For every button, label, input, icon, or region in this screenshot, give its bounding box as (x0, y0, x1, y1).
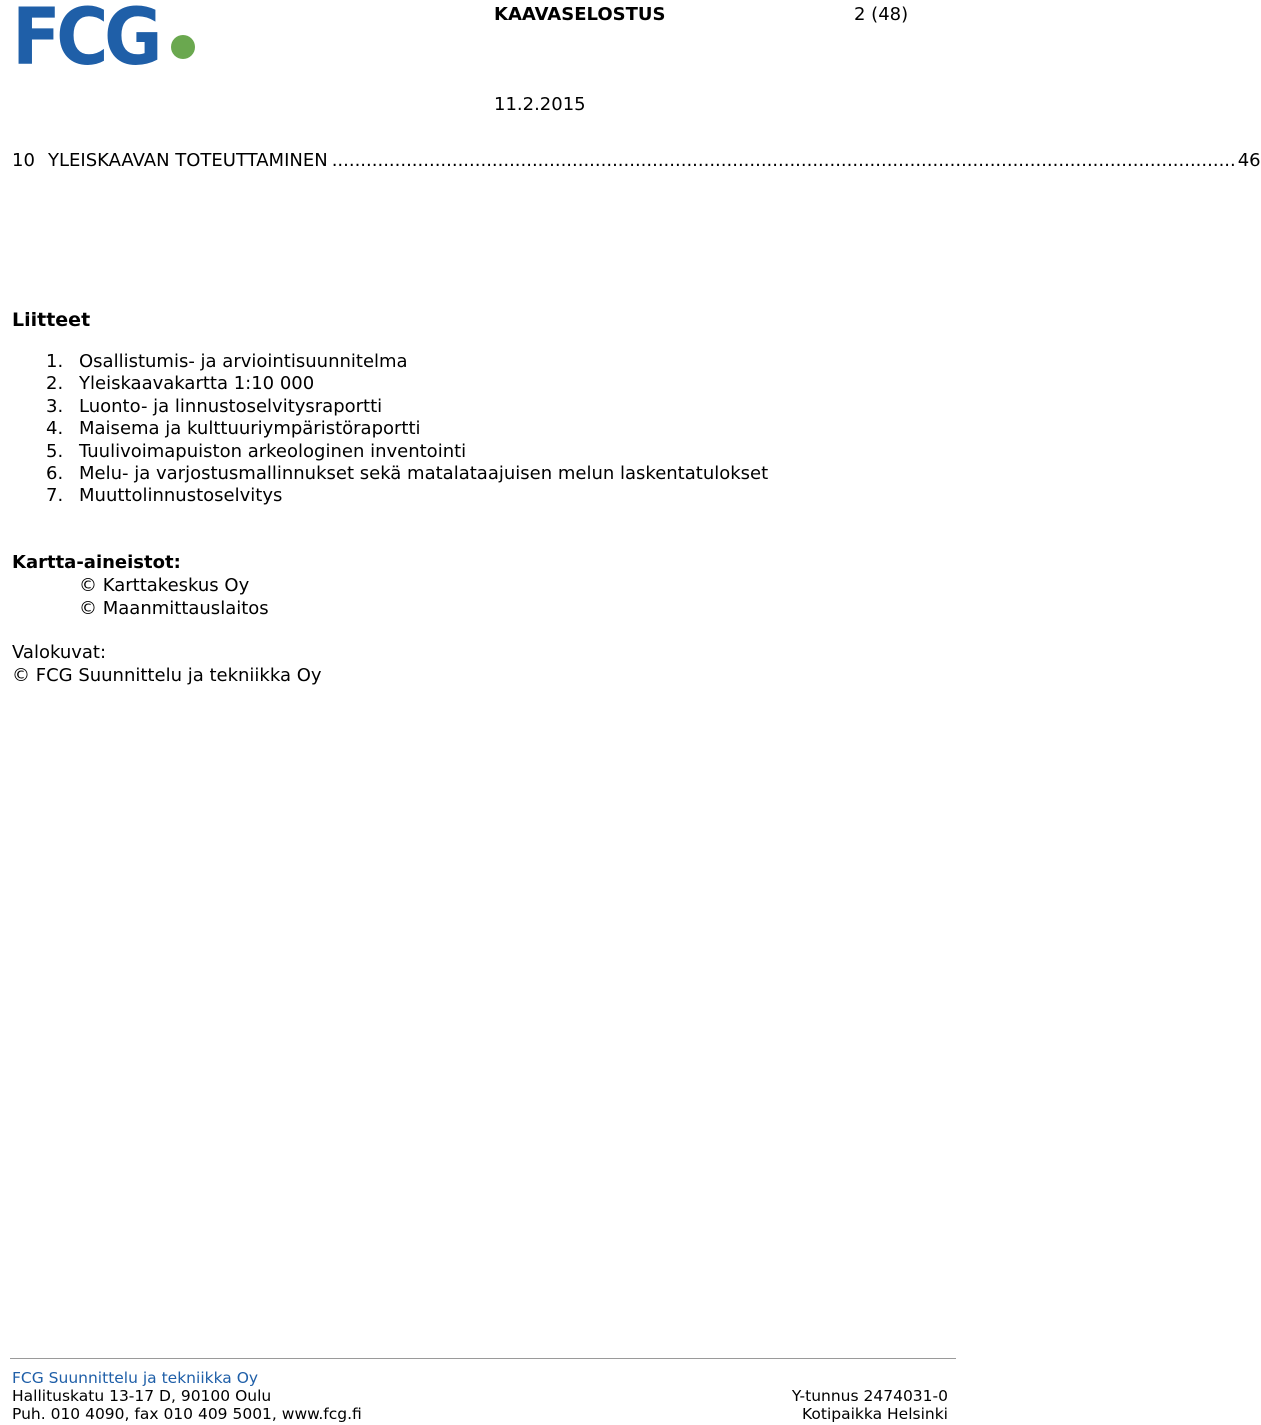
toc-entry-title: YLEISKAAVAN TOTEUTTAMINEN (48, 150, 328, 171)
toc-entry-page: 46 (1237, 150, 1261, 171)
attachments-list (46, 351, 768, 508)
logo-green-dot (171, 35, 195, 59)
fcg-logo (12, 0, 198, 83)
list-item: 6. Melu- ja varjostusmallinnukset sekä matalataajuisen melun laskentatulokset (46, 463, 769, 485)
toc-entry-number: 10 (12, 150, 35, 171)
maps-credits (79, 575, 269, 620)
photos-credit: © FCG Suunnittelu ja tekniikka Oy (12, 665, 322, 686)
footer-divider (10, 1358, 956, 1359)
list-item: 3. Luonto- ja linnustoselvitysraportti (46, 395, 383, 417)
list-item: 7. Muuttolinnustoselvitys (46, 485, 283, 507)
maps-credit-item: © Karttakeskus Oy (79, 575, 250, 596)
footer-address: Hallituskatu 13-17 D, 90100 Oulu (12, 1387, 272, 1405)
maps-credit-item: © Maanmittauslaitos (79, 597, 269, 619)
list-item: 1. Osallistumis- ja arviointisuunnitelma (46, 351, 408, 372)
maps-heading: Kartta-aineistot: (12, 552, 181, 573)
page-footer (12, 1369, 948, 1423)
toc-entry (12, 150, 1261, 172)
toc-entry-leader: .............................................................................................................................................................. (331, 150, 1236, 171)
document-type: KAAVASELOSTUS (494, 4, 666, 25)
list-item: 5. Tuulivoimapuiston arkeologinen inventointi (46, 440, 467, 462)
attachments-heading: Liitteet (12, 309, 91, 331)
photos-heading: Valokuvat: (12, 642, 107, 663)
footer-company: FCG Suunnittelu ja tekniikka Oy (12, 1369, 259, 1387)
footer-domicile: Kotipaikka Helsinki (802, 1405, 948, 1423)
document-date: 11.2.2015 (494, 94, 586, 115)
fcg-logo-text: FCG (12, 0, 158, 83)
page-number: 2 (48) (854, 4, 909, 25)
list-item: 2. Yleiskaavakartta 1:10 000 (46, 373, 315, 395)
footer-contact: Puh. 010 4090, fax 010 409 5001, www.fcg.fi (12, 1405, 362, 1423)
list-item: 4. Maisema ja kulttuuriympäristöraportti (46, 418, 421, 440)
footer-business-id: Y-tunnus 2474031-0 (791, 1387, 948, 1405)
